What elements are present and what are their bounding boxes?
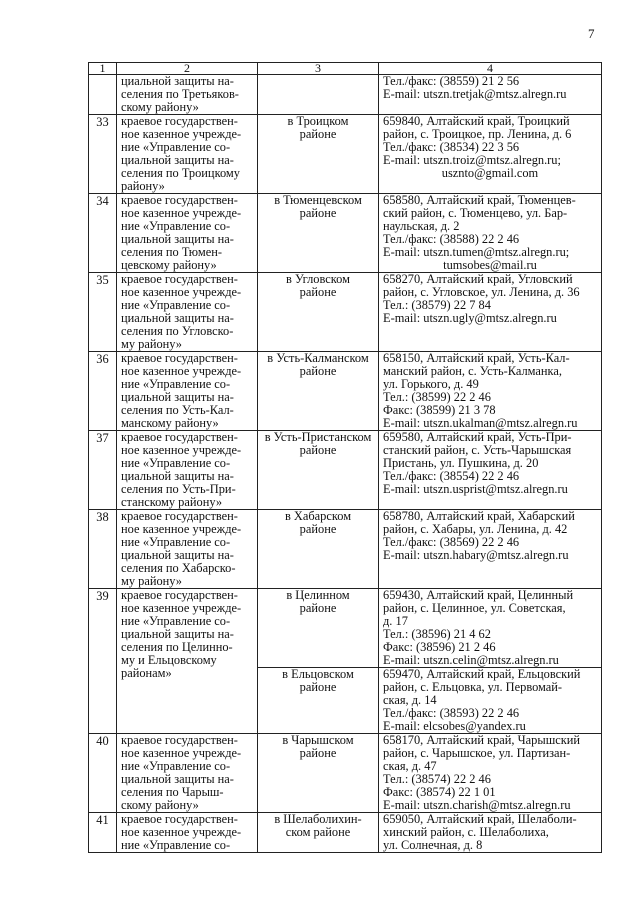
contact-line: Факс: (38599) 21 3 78: [383, 404, 496, 417]
organization-line: ное казенное учрежде-: [121, 444, 242, 457]
table-row: [89, 589, 602, 668]
row-number: 36: [89, 352, 117, 431]
contact-line: 658580, Алтайский край, Тюменцев-: [383, 194, 576, 207]
contact-line: ул. Горького, д. 49: [383, 378, 479, 391]
contact-line: наульская, д. 2: [383, 220, 460, 233]
contact-details: [379, 352, 602, 431]
contact-details: [379, 75, 602, 115]
district-line: районе: [299, 523, 337, 536]
row-number: 37: [89, 431, 117, 510]
district-name: [258, 734, 379, 813]
contact-line: Тел.: (38596) 21 4 62: [383, 628, 491, 641]
organization-line: циальной защиты на-: [121, 628, 234, 641]
organization-line: ное казенное учрежде-: [121, 365, 242, 378]
organization-line: селения по Усть-При-: [121, 483, 236, 496]
organization-line: селения по Целинно-: [121, 641, 233, 654]
organization-line: му и Ельцовскому: [121, 654, 217, 667]
table-row: [89, 352, 602, 431]
district-name: [258, 352, 379, 431]
email-link[interactable]: E-mail: utszn.celin@mtsz.alregn.ru: [383, 654, 559, 667]
contact-line: Тел./факс: (38534) 22 3 56: [383, 141, 520, 154]
organization-line: краевое государствен-: [121, 431, 238, 444]
header-cell-2: 2: [117, 63, 258, 75]
district-line: районе: [299, 602, 337, 615]
header-cell-4: 4: [379, 63, 602, 75]
contact-line: Факс: (38596) 21 2 46: [383, 641, 496, 654]
row-number: 33: [89, 115, 117, 194]
contact-details: [379, 668, 602, 734]
district-name: [258, 75, 379, 115]
email-link[interactable]: E-mail: utszn.troiz@mtsz.alregn.ru;: [383, 154, 561, 167]
organization-line: краевое государствен-: [121, 734, 238, 747]
organization-name: [117, 589, 258, 734]
organization-line: му району»: [121, 575, 182, 588]
organization-line: станскому району»: [121, 496, 223, 509]
organization-line: циальной защиты на-: [121, 549, 234, 562]
organization-name: [117, 813, 258, 853]
organization-line: цевскому району»: [121, 259, 217, 272]
contact-line: 659430, Алтайский край, Целинный: [383, 589, 574, 602]
contact-line: хинский район, с. Шелаболиха,: [383, 826, 549, 839]
organization-name: [117, 510, 258, 589]
district-name: [258, 431, 379, 510]
table-row: [89, 273, 602, 352]
organization-name: [117, 734, 258, 813]
contact-line: ская, д. 47: [383, 760, 437, 773]
organization-line: ние «Управление со-: [121, 536, 231, 549]
table-row: [89, 115, 602, 194]
table-row: [89, 75, 602, 115]
email-link[interactable]: E-mail: utszn.charish@mtsz.alregn.ru: [383, 799, 571, 812]
email-link[interactable]: E-mail: utszn.ugly@mtsz.alregn.ru: [383, 312, 557, 325]
organization-name: [117, 75, 258, 115]
organization-line: краевое государствен-: [121, 352, 238, 365]
row-number: 39: [89, 589, 117, 734]
district-name: [258, 194, 379, 273]
contact-details: [379, 813, 602, 853]
contact-line: ул. Солнечная, д. 8: [383, 839, 483, 852]
contact-details: [379, 589, 602, 668]
contact-line: Тел./факс: (38569) 22 2 46: [383, 536, 520, 549]
organization-line: циальной защиты на-: [121, 312, 234, 325]
contact-line: 658150, Алтайский край, Усть-Кал-: [383, 352, 570, 365]
organization-line: ние «Управление со-: [121, 760, 231, 773]
district-line: в Шелаболихин-: [274, 813, 362, 826]
contact-line: район, с. Чарышское, ул. Партизан-: [383, 747, 571, 760]
district-line: районе: [299, 207, 337, 220]
contact-line: манский район, с. Усть-Калманка,: [383, 365, 562, 378]
row-number: 34: [89, 194, 117, 273]
email-link[interactable]: E-mail: utszn.tumen@mtsz.alregn.ru;: [383, 246, 570, 259]
email-link[interactable]: tumsobes@mail.ru: [443, 259, 537, 272]
district-line: в Тюменцевском: [274, 194, 362, 207]
organization-line: ние «Управление со-: [121, 378, 231, 391]
district-name: [258, 510, 379, 589]
district-line: ском районе: [285, 826, 351, 839]
row-number: 38: [89, 510, 117, 589]
contact-line: 659580, Алтайский край, Усть-При-: [383, 431, 572, 444]
contact-details: [379, 194, 602, 273]
organization-line: циальной защиты на-: [121, 154, 234, 167]
email-link[interactable]: E-mail: utszn.ukalman@mtsz.alregn.ru: [383, 417, 578, 430]
contact-line: 659050, Алтайский край, Шелаболи-: [383, 813, 577, 826]
organization-line: краевое государствен-: [121, 273, 238, 286]
organization-line: манскому району»: [121, 417, 219, 430]
district-line: районе: [299, 747, 337, 760]
contact-line: 658170, Алтайский край, Чарышский: [383, 734, 581, 747]
organization-line: краевое государствен-: [121, 813, 238, 826]
district-name: [258, 813, 379, 853]
contact-line: Тел./факс: (38554) 22 2 46: [383, 470, 520, 483]
email-link[interactable]: E-mail: elcsobes@yandex.ru: [383, 720, 526, 733]
organization-line: ние «Управление со-: [121, 299, 231, 312]
header-cell-3: 3: [258, 63, 379, 75]
contact-line: Тел.: (38574) 22 2 46: [383, 773, 491, 786]
organization-name: [117, 115, 258, 194]
social-protection-table: [88, 62, 602, 853]
organization-line: циальной защиты на-: [121, 391, 234, 404]
contact-line: Тел.: (38579) 22 7 84: [383, 299, 491, 312]
row-number: 41: [89, 813, 117, 853]
organization-line: циальной защиты на-: [121, 233, 234, 246]
contact-line: 659840, Алтайский край, Троицкий: [383, 115, 570, 128]
organization-line: ние «Управление со-: [121, 220, 231, 233]
contact-line: 658780, Алтайский край, Хабарский: [383, 510, 575, 523]
contact-line: 658270, Алтайский край, Угловский: [383, 273, 573, 286]
contact-line: район, с. Троицкое, пр. Ленина, д. 6: [383, 128, 572, 141]
organization-name: [117, 194, 258, 273]
contact-line: Тел.: (38599) 22 2 46: [383, 391, 491, 404]
organization-line: селения по Чарыш-: [121, 786, 224, 799]
contact-line: станский район, с. Усть-Чарышская: [383, 444, 572, 457]
contact-details: [379, 510, 602, 589]
organization-line: циальной защиты на-: [121, 773, 234, 786]
contact-line: Тел./факс: (38588) 22 2 46: [383, 233, 520, 246]
organization-line: районам»: [121, 667, 172, 680]
contact-line: Пристань, ул. Пушкина, д. 20: [383, 457, 539, 470]
organization-name: [117, 273, 258, 352]
organization-line: ние «Управление со-: [121, 615, 231, 628]
row-number: 35: [89, 273, 117, 352]
organization-name: [117, 352, 258, 431]
organization-line: селения по Усть-Кал-: [121, 404, 234, 417]
organization-line: ное казенное учрежде-: [121, 826, 242, 839]
table-row: [89, 431, 602, 510]
organization-line: краевое государствен-: [121, 115, 238, 128]
organization-line: скому району»: [121, 799, 199, 812]
contact-details: [379, 734, 602, 813]
organization-line: селения по Тюмен-: [121, 246, 222, 259]
district-line: в Угловском: [286, 273, 350, 286]
district-name: [258, 115, 379, 194]
district-line: в Чарышском: [282, 734, 354, 747]
organization-line: селения по Угловско-: [121, 325, 234, 338]
contact-line: район, с. Целинное, ул. Советская,: [383, 602, 566, 615]
district-name: [258, 589, 379, 668]
email-link[interactable]: E-mail: utszn.habary@mtsz.alregn.ru: [383, 549, 569, 562]
organization-line: скому району»: [121, 101, 199, 114]
organization-line: селения по Хабарско-: [121, 562, 236, 575]
contact-line: Тел./факс: (38593) 22 2 46: [383, 707, 520, 720]
table-row: [89, 194, 602, 273]
contact-details: [379, 115, 602, 194]
contact-line: ский район, с. Тюменцево, ул. Бар-: [383, 207, 568, 220]
email-link[interactable]: E-mail: utszn.usprist@mtsz.alregn.ru: [383, 483, 568, 496]
header-cell-1: 1: [89, 63, 117, 75]
district-line: районе: [299, 128, 337, 141]
organization-line: ние «Управление со-: [121, 839, 231, 852]
district-line: в Усть-Пристанском: [264, 431, 372, 444]
district-line: районе: [299, 286, 337, 299]
organization-line: ное казенное учрежде-: [121, 523, 242, 536]
table-row: [89, 734, 602, 813]
district-line: в Хабарском: [284, 510, 352, 523]
table-body: [89, 63, 602, 853]
email-link[interactable]: E-mail: utszn.tretjak@mtsz.alregn.ru: [383, 88, 567, 101]
organization-line: ное казенное учрежде-: [121, 286, 242, 299]
organization-line: ние «Управление со-: [121, 457, 231, 470]
email-link[interactable]: usznto@gmail.com: [441, 167, 539, 180]
contact-line: Факс: (38574) 22 1 01: [383, 786, 496, 799]
contact-details: [379, 273, 602, 352]
district-line: в Ельцовском: [282, 668, 354, 681]
organization-line: краевое государствен-: [121, 589, 238, 602]
organization-line: ние «Управление со-: [121, 141, 231, 154]
organization-line: му району»: [121, 338, 182, 351]
organization-line: ное казенное учрежде-: [121, 747, 242, 760]
district-line: в Усть-Калманском: [267, 352, 369, 365]
contact-line: район, с. Хабары, ул. Ленина, д. 42: [383, 523, 568, 536]
district-name: [258, 273, 379, 352]
contact-line: 659470, Алтайский край, Ельцовский: [383, 668, 581, 681]
organization-line: циальной защиты на-: [121, 470, 234, 483]
row-number: [89, 75, 117, 115]
table-row: [89, 813, 602, 853]
district-name: [258, 668, 379, 734]
header-row: [89, 63, 602, 75]
district-line: районе: [299, 444, 337, 457]
organization-line: району»: [121, 180, 165, 193]
organization-line: селения по Троицкому: [121, 167, 240, 180]
contact-line: район, с. Ельцовка, ул. Первомай-: [383, 681, 563, 694]
organization-line: краевое государствен-: [121, 510, 238, 523]
contact-line: ская, д. 14: [383, 694, 437, 707]
district-line: районе: [299, 681, 337, 694]
organization-name: [117, 431, 258, 510]
row-number: 40: [89, 734, 117, 813]
district-line: районе: [299, 365, 337, 378]
organization-line: циальной защиты на-: [121, 75, 234, 88]
table-row: [89, 510, 602, 589]
organization-line: краевое государствен-: [121, 194, 238, 207]
contact-line: Тел./факс: (38559) 21 2 56: [383, 75, 520, 88]
district-line: в Троицком: [287, 115, 349, 128]
contact-details: [379, 431, 602, 510]
contact-line: район, с. Угловское, ул. Ленина, д. 36: [383, 286, 580, 299]
organization-line: ное казенное учрежде-: [121, 128, 242, 141]
organization-line: ное казенное учрежде-: [121, 207, 242, 220]
page-number: 7: [588, 26, 595, 41]
organization-line: селения по Третьяков-: [121, 88, 239, 101]
organization-line: ное казенное учрежде-: [121, 602, 242, 615]
district-line: в Целинном: [286, 589, 350, 602]
contact-line: д. 17: [383, 615, 408, 628]
